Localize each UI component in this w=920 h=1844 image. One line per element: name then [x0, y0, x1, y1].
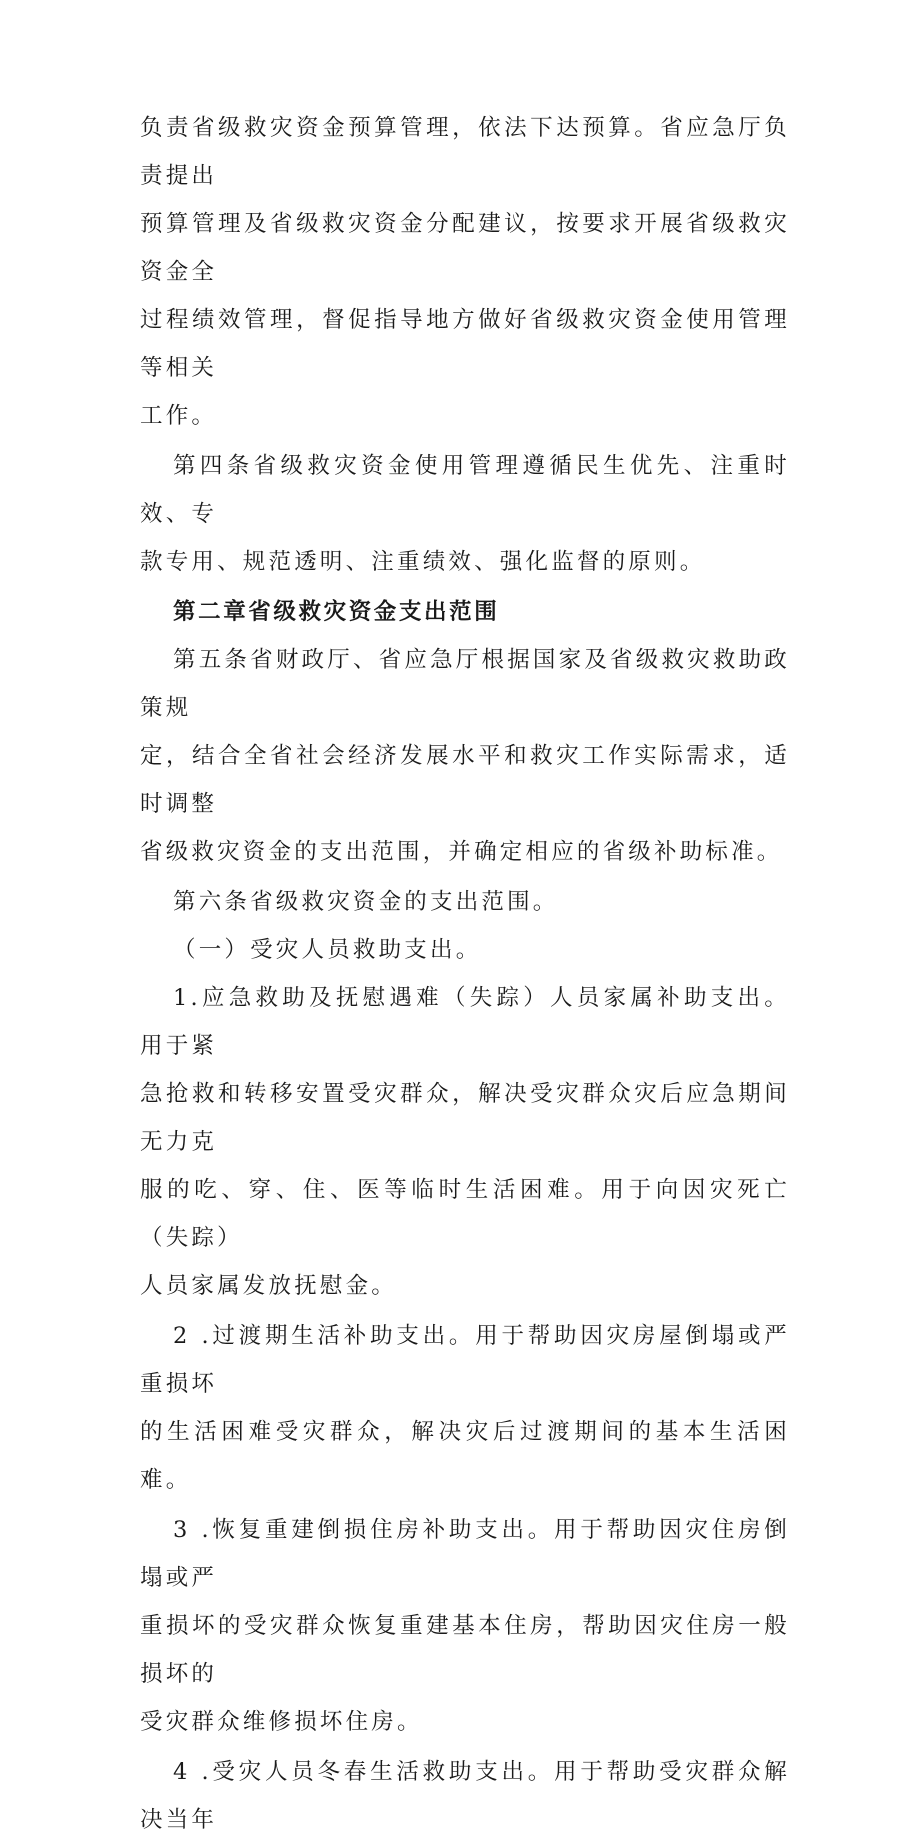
text-line: 3 .恢复重建倒损住房补助支出。用于帮助因灾住房倒塌或严: [140, 1517, 790, 1591]
text-line: 急抢救和转移安置受灾群众，解决受灾群众灾后应急期间无力克: [140, 1081, 790, 1155]
text-line: 的生活困难受灾群众，解决灾后过渡期间的基本生活困难。: [140, 1419, 790, 1493]
text-line: 负责省级救灾资金预算管理，依法下达预算。省应急厅负责提出: [140, 115, 790, 189]
document-body: [140, 104, 790, 1844]
item-1-emergency-relief: [140, 974, 790, 1310]
text-line: 服的吃、穿、住、医等临时生活困难。用于向因灾死亡（失踪）: [140, 1177, 790, 1251]
text-line: 预算管理及省级救灾资金分配建议，按要求开展省级救灾资金全: [140, 211, 790, 285]
paragraph-budget-management: [140, 104, 790, 440]
paragraph-article-5: [140, 636, 790, 876]
text-line: 省级救灾资金的支出范围，并确定相应的省级补助标准。: [140, 839, 783, 865]
text-line: 第五条省财政厅、省应急厅根据国家及省级救灾救助政策规: [140, 647, 790, 721]
paragraph-article-4: [140, 442, 790, 586]
item-4-winter-spring-relief: [140, 1748, 790, 1844]
text-line: 第六条省级救灾资金的支出范围。: [173, 889, 559, 915]
text-line: 重损坏的受灾群众恢复重建基本住房，帮助因灾住房一般损坏的: [140, 1613, 790, 1687]
chapter-2-heading: [140, 588, 790, 636]
text-line: 4 .受灾人员冬春生活救助支出。用于帮助受灾群众解决当年: [140, 1759, 790, 1833]
paragraph-article-6: [140, 878, 790, 926]
text-line: 受灾群众维修损坏住房。: [140, 1709, 423, 1735]
item-2-transition-subsidy: [140, 1312, 790, 1504]
text-line: 1.应急救助及抚慰遇难（失踪）人员家属补助支出。用于紧: [140, 985, 790, 1059]
text-line: 定，结合全省社会经济发展水平和救灾工作实际需求，适时调整: [140, 743, 790, 817]
text-line: 第四条省级救灾资金使用管理遵循民生优先、注重时效、专: [140, 453, 790, 527]
text-line: 过程绩效管理，督促指导地方做好省级救灾资金使用管理等相关: [140, 307, 790, 381]
text-line: 2 .过渡期生活补助支出。用于帮助因灾房屋倒塌或严重损坏: [140, 1323, 790, 1397]
heading-text: 第二章省级救灾资金支出范围: [173, 599, 500, 625]
section-1-heading: [140, 926, 790, 974]
text-line: （一）受灾人员救助支出。: [173, 937, 482, 963]
text-line: 人员家属发放抚慰金。: [140, 1273, 398, 1299]
item-3-housing-reconstruction: [140, 1506, 790, 1746]
text-line: 款专用、规范透明、注重绩效、强化监督的原则。: [140, 549, 706, 575]
text-line: 工作。: [140, 403, 218, 429]
